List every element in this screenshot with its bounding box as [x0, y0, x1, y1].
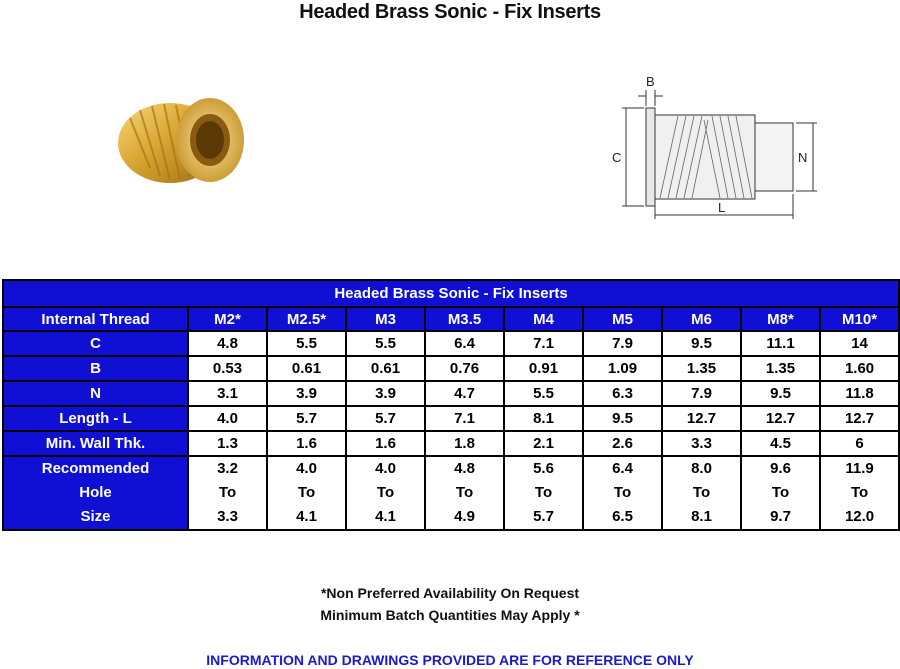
table-cell: 6.4: [425, 331, 504, 356]
hole-size-cell: 11.9 To 12.0: [820, 456, 899, 530]
thread-size-header: M4: [504, 307, 583, 331]
dim-label-l: L: [718, 200, 726, 215]
table-cell: 5.5: [267, 331, 346, 356]
page-title: Headed Brass Sonic - Fix Inserts: [299, 1, 601, 23]
hole-size-row: [3, 456, 899, 530]
header-label: Internal Thread: [3, 307, 188, 331]
table-cell: 12.7: [820, 406, 899, 431]
table-cell: 7.1: [504, 331, 583, 356]
table-row: [3, 331, 899, 356]
table-cell: 4.0: [188, 406, 267, 431]
hole-size-cell: 8.0 To 8.1: [662, 456, 741, 530]
table-cell: 9.5: [662, 331, 741, 356]
table-cell: 2.6: [583, 431, 662, 456]
dim-label-c: C: [612, 150, 622, 165]
table-cell: 7.1: [425, 406, 504, 431]
table-cell: 1.3: [188, 431, 267, 456]
table-cell: 1.6: [346, 431, 425, 456]
table-cell: 1.8: [425, 431, 504, 456]
table-cell: 9.5: [583, 406, 662, 431]
brass-insert-photo: [110, 88, 260, 188]
table-cell: 0.61: [346, 356, 425, 381]
thread-size-header: M6: [662, 307, 741, 331]
table-cell: 0.53: [188, 356, 267, 381]
table-cell: 11.8: [820, 381, 899, 406]
table-cell: 12.7: [662, 406, 741, 431]
spec-table: [2, 279, 900, 531]
table-cell: 5.7: [346, 406, 425, 431]
table-cell: 7.9: [583, 331, 662, 356]
hole-size-cell: 6.4 To 6.5: [583, 456, 662, 530]
hole-size-cell: 4.0 To 4.1: [267, 456, 346, 530]
thread-size-header: M2.5*: [267, 307, 346, 331]
table-cell: 1.6: [267, 431, 346, 456]
row-label: Length - L: [3, 406, 188, 431]
table-cell: 1.60: [820, 356, 899, 381]
dim-label-n: N: [798, 150, 808, 165]
hole-size-cell: 4.0 To 4.1: [346, 456, 425, 530]
row-label: N: [3, 381, 188, 406]
hole-size-cell: 4.8 To 4.9: [425, 456, 504, 530]
thread-size-header: M5: [583, 307, 662, 331]
row-label: B: [3, 356, 188, 381]
table-cell: 11.1: [741, 331, 820, 356]
hole-size-cell: 3.2 To 3.3: [188, 456, 267, 530]
thread-size-header: M10*: [820, 307, 899, 331]
row-label: Min. Wall Thk.: [3, 431, 188, 456]
table-row: [3, 431, 899, 456]
table-cell: 7.9: [662, 381, 741, 406]
table-cell: 4.7: [425, 381, 504, 406]
table-title: Headed Brass Sonic - Fix Inserts: [3, 280, 899, 307]
thread-size-header: M2*: [188, 307, 267, 331]
hole-size-cell: 9.6 To 9.7: [741, 456, 820, 530]
insert-dimension-drawing: [608, 70, 838, 230]
availability-note: *Non Preferred Availability On Request: [320, 585, 580, 601]
table-cell: 4.8: [188, 331, 267, 356]
table-cell: 5.5: [346, 331, 425, 356]
table-cell: 1.09: [583, 356, 662, 381]
table-cell: 2.1: [504, 431, 583, 456]
hole-size-label: Recommended Hole Size: [3, 456, 188, 530]
table-cell: 0.61: [267, 356, 346, 381]
header-row: [3, 307, 899, 331]
thread-size-header: M8*: [741, 307, 820, 331]
table-cell: 3.1: [188, 381, 267, 406]
row-label: C: [3, 331, 188, 356]
table-cell: 3.9: [346, 381, 425, 406]
table-cell: 3.9: [267, 381, 346, 406]
table-row: [3, 356, 899, 381]
dim-label-b: B: [646, 74, 655, 89]
table-cell: 12.7: [741, 406, 820, 431]
table-cell: 0.91: [504, 356, 583, 381]
thread-size-header: M3: [346, 307, 425, 331]
thread-size-header: M3.5: [425, 307, 504, 331]
table-cell: 5.5: [504, 381, 583, 406]
table-row: [3, 381, 899, 406]
table-cell: 6: [820, 431, 899, 456]
table-row: [3, 406, 899, 431]
table-cell: 6.3: [583, 381, 662, 406]
table-cell: 0.76: [425, 356, 504, 381]
table-cell: 14: [820, 331, 899, 356]
hole-size-cell: 5.6 To 5.7: [504, 456, 583, 530]
batch-quantity-note: Minimum Batch Quantities May Apply *: [320, 607, 580, 623]
table-cell: 3.3: [662, 431, 741, 456]
table-cell: 5.7: [267, 406, 346, 431]
table-cell: 1.35: [662, 356, 741, 381]
table-cell: 1.35: [741, 356, 820, 381]
reference-disclaimer: INFORMATION AND DRAWINGS PROVIDED ARE FOR REFERENCE ONLY: [206, 652, 694, 668]
table-cell: 4.5: [741, 431, 820, 456]
table-cell: 9.5: [741, 381, 820, 406]
table-cell: 8.1: [504, 406, 583, 431]
